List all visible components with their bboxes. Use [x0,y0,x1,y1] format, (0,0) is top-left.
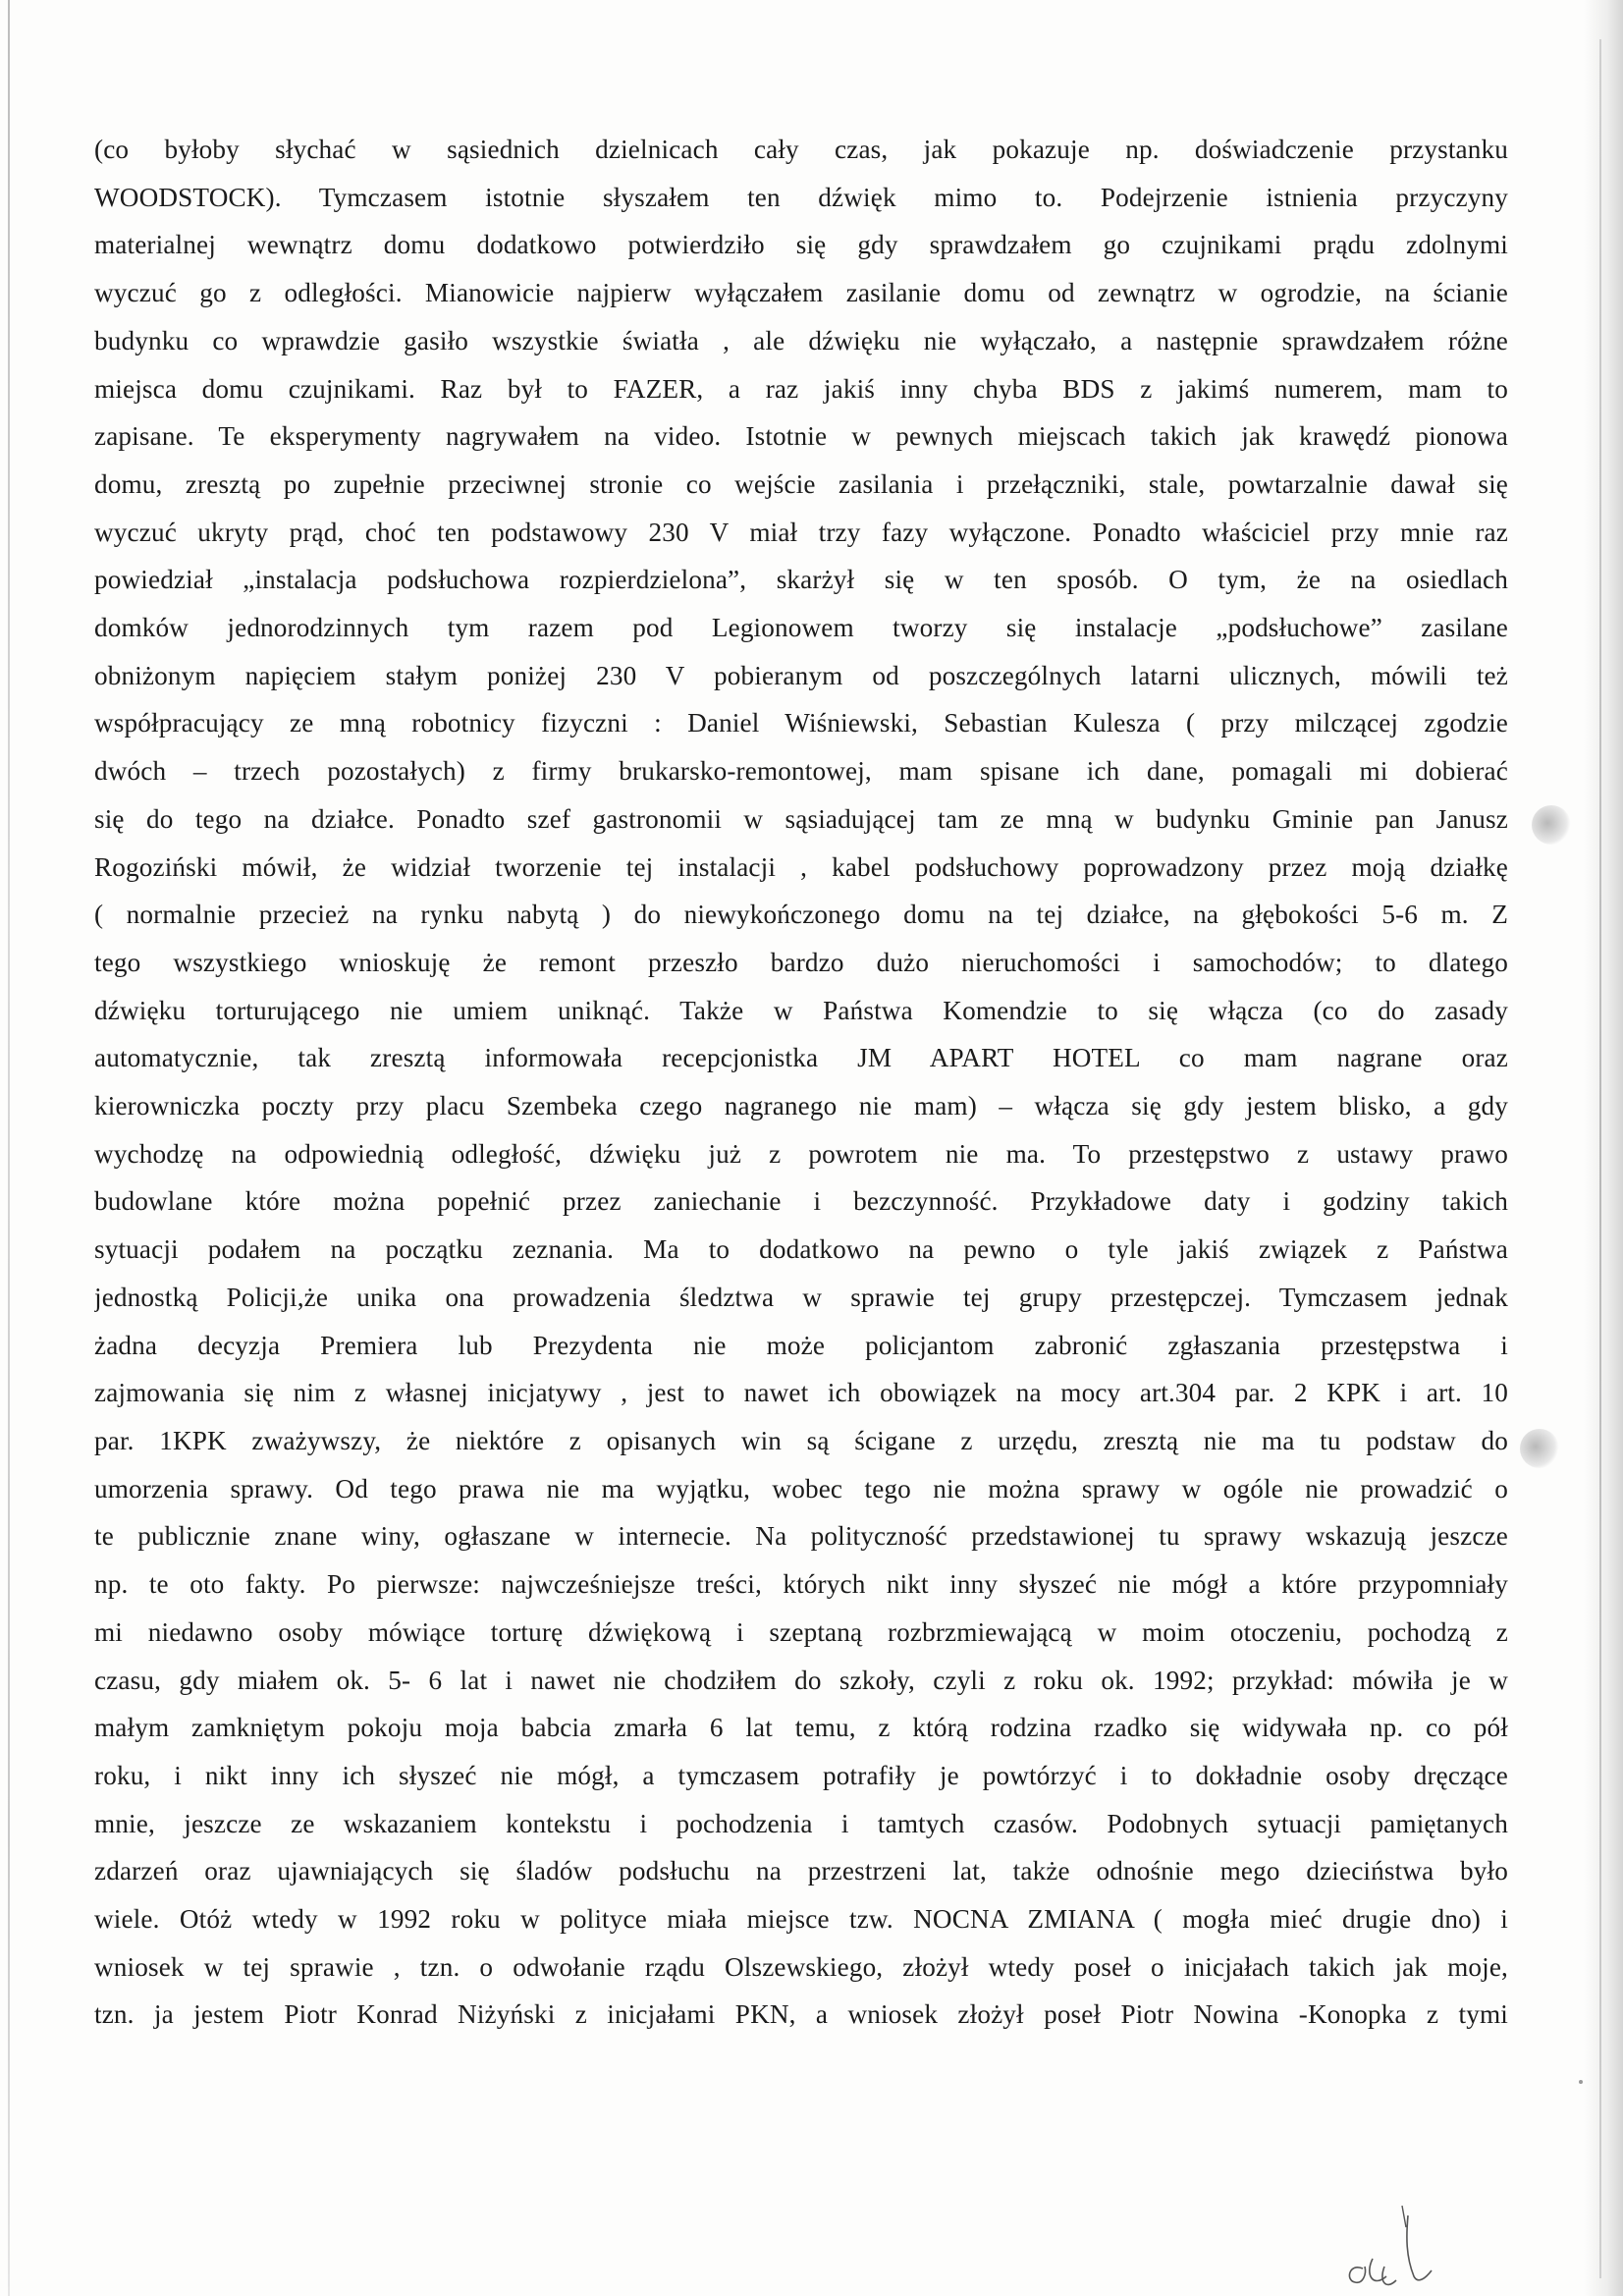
punch-hole-mark [1532,805,1571,845]
text-line: (co byłoby słychać w sąsiednich dzielnicach cały czas, jak pokazuje np. doświadczenie przystanku [94,135,1508,164]
text-line: wyczuć go z odległości. Mianowicie najpierw wyłączałem zasilanie domu od zewnątrz w ogrodzie, na ścianie [94,278,1508,308]
scan-left-edge [8,0,10,2296]
text-line: wyczuć ukryty prąd, choć ten podstawowy 230 V miał trzy fazy wyłączone. Ponadto właściciel przy mnie raz [94,517,1508,547]
text-line: par. 1KPK zważywszy, że niektóre z opisanych win są ścigane z urzędu, zresztą nie ma tu podstaw do [94,1425,1508,1455]
text-line: obniżonym napięciem stałym poniżej 230 V pobieranym od poszczególnych latarni ulicznych, mówili też [94,660,1508,690]
text-line: się do tego na działce. Ponadto szef gastronomii w sąsiadującej tam ze mną w budynku Gminie pan Janusz [94,803,1508,834]
text-line: dwóch – trzech pozostałych) z firmy brukarsko-remontowej, mam spisane ich dane, pomagali mi dobierać [94,756,1508,787]
text-line: materialnej wewnątrz domu dodatkowo potwierdziło się gdy sprawdzałem go czujnikami prądu zdolnymi [94,230,1508,260]
text-line: czasu, gdy miałem ok. 5- 6 lat i nawet nie chodziłem do szkoły, czyli z roku ok. 1992; przykład: mówiła je w [94,1665,1508,1695]
text-line: ( normalnie przecież na rynku nabytą ) do niewykończonego domu na tej działce, na głębokości 5-6 m. Z [94,900,1508,930]
text-line: roku, i nikt inny ich słyszeć nie mógł, a tymczasem potrafiły je powtórzyć i to dokładnie osoby dręczące [94,1760,1508,1790]
text-line: jednostką Policji,że unika ona prowadzenia śledztwa w sprawie tej grupy przestępczej. Tymczasem jednak [94,1282,1508,1312]
text-line: tego wszystkiego wnioskuję że remont przeszło bardzo dużo nieruchomości i samochodów; to dlatego [94,947,1508,977]
text-line: automatycznie, tak zresztą informowała recepcjonistka JM APART HOTEL co mam nagrane oraz [94,1043,1508,1073]
text-line: mnie, jeszcze ze wskazaniem kontekstu i pochodzenia i tamtych czasów. Podobnych sytuacji pamiętanych [94,1808,1508,1838]
text-line: małym zamkniętym pokoju moja babcia zmarła 6 lat temu, z którą rodzina rzadko się widywała np. co pół [94,1713,1508,1743]
text-line: współpracujący ze mną robotnicy fizyczni : Daniel Wiśniewski, Sebastian Kulesza ( przy milczącej zgodzie [94,708,1508,738]
text-line: żadna decyzja Premiera lub Prezydenta nie może policjantom zabronić zgłaszania przestępstwa i [94,1330,1508,1360]
text-line: sytuacji podałem na początku zeznania. Ma to dodatkowo na pewno o tyle jakiś związek z Państwa [94,1234,1508,1265]
scan-right-edge [1599,39,1601,2278]
text-line: dźwięku torturującego nie umiem uniknąć. Także w Państwa Komendzie to się włącza (co do zasady [94,995,1508,1025]
text-line: zapisane. Te eksperymenty nagrywałem na video. Istotnie w pewnych miejscach takich jak krawędź pionowa [94,421,1508,452]
scan-speck [1579,2080,1583,2084]
text-line: mi niedawno osoby mówiące torturę dźwiękową i szeptaną rozbrzmiewającą w moim otoczeniu, pochodzą z [94,1616,1508,1647]
text-line: wniosek w tej sprawie , tzn. o odwołanie rządu Olszewskiego, złożył wtedy poseł o inicjałach takich jak moje, [94,1951,1508,1982]
text-line: kierowniczka poczty przy placu Szembeka czego nagranego nie mam) – włącza się gdy jestem blisko, a gdy [94,1091,1508,1121]
text-line: zdarzeń oraz ujawniających się śladów podsłuchu na przestrzeni lat, także odnośnie mego dzieciństwa było [94,1856,1508,1886]
text-line: powiedział „instalacja podsłuchowa rozpierdzielona”, skarżył się w ten sposób. O tym, że na osiedlach [94,565,1508,595]
text-line: np. te oto fakty. Po pierwsze: najwcześniejsze treści, których nikt inny słyszeć nie mógł a które przypomniały [94,1569,1508,1600]
text-line: te publicznie znane winy, ogłaszane w internecie. Na polityczność przedstawionej tu sprawy wskazują jeszcze [94,1521,1508,1552]
text-line: domków jednorodzinnych tym razem pod Legionowem tworzy się instalacje „podsłuchowe” zasilane [94,613,1508,643]
text-line: budowlane które można popełnić przez zaniechanie i bezczynność. Przykładowe daty i godziny takich [94,1186,1508,1217]
text-line: wychodzę na odpowiednią odległość, dźwięku już z powrotem nie ma. To przestępstwo z ustawy prawo [94,1138,1508,1169]
text-line: domu, zresztą po zupełnie przeciwnej stronie co wejście zasilania i przełączniki, stale, powtarzalnie dawał się [94,468,1508,499]
scan-right-shadow [1584,0,1623,2296]
text-line: wiele. Otóż wtedy w 1992 roku w polityce miała miejsce tzw. NOCNA ZMIANA ( mogła mieć drugie dno) i [94,1904,1508,1935]
text-line: budynku co wprawdzie gasiło wszystkie światła , ale dźwięku nie wyłączało, a następnie sprawdzałem różne [94,325,1508,355]
text-line: miejsca domu czujnikami. Raz był to FAZER, a raz jakiś inny chyba BDS z jakimś numerem, mam to [94,373,1508,404]
handwritten-initials [1316,2198,1443,2291]
text-line: Rogoziński mówił, że widział tworzenie tej instalacji , kabel podsłuchowy poprowadzony przez moją działkę [94,851,1508,882]
text-line: tzn. ja jestem Piotr Konrad Niżyński z inicjałami PKN, a wniosek złożył poseł Piotr Nowina -Konopka z tymi [94,1999,1508,2030]
text-line: zajmowania się nim z własnej inicjatywy , jest to nawet ich obowiązek na mocy art.304 par. 2 KPK i art. 10 [94,1378,1508,1408]
punch-hole-mark [1520,1429,1559,1468]
document-body [94,126,1508,2039]
text-line: WOODSTOCK). Tymczasem istotnie słyszałem ten dźwięk mimo to. Podejrzenie istnienia przyczyny [94,182,1508,212]
text-line: umorzenia sprawy. Od tego prawa nie ma wyjątku, wobec tego nie można sprawy w ogóle nie prowadzić o [94,1473,1508,1503]
